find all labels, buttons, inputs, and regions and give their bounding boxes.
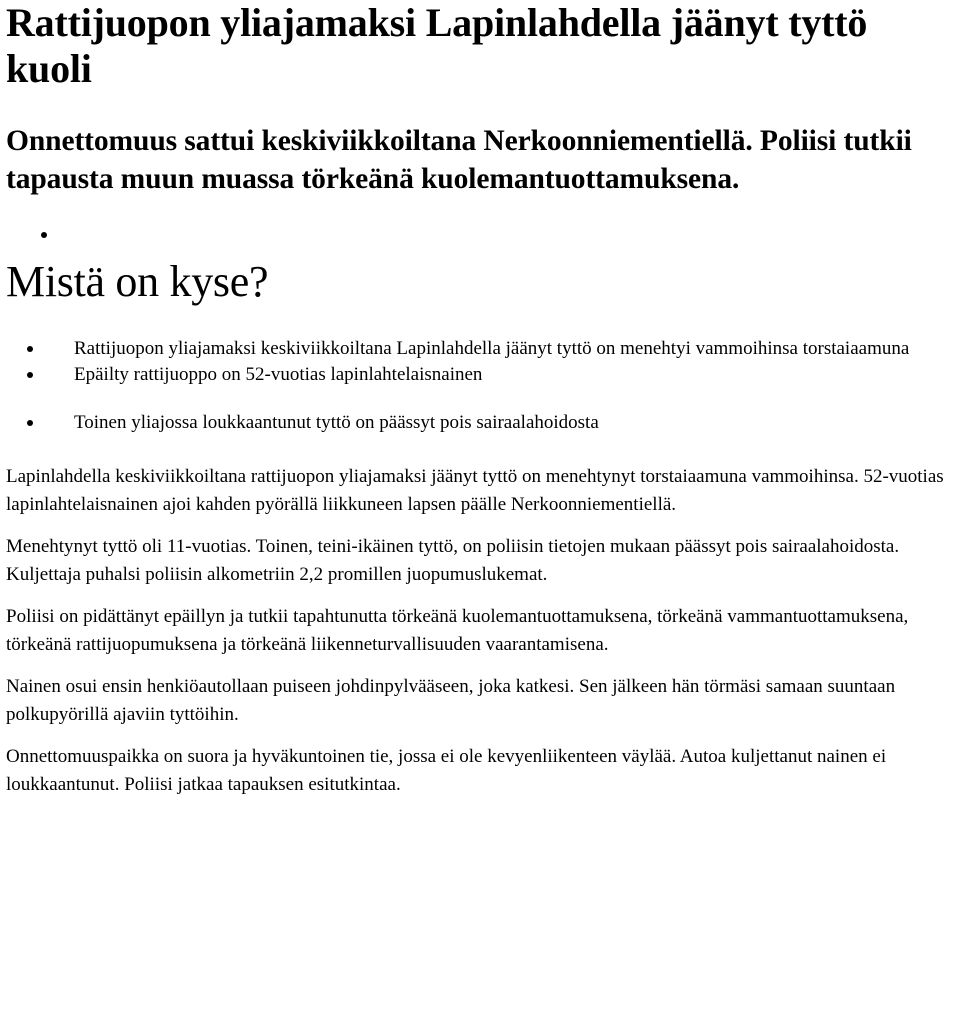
article-lead: Onnettomuus sattui keskiviikkoiltana Nerkoonniementiellä. Poliisi tutkii tapausta muun muassa törkeänä kuolemantuottamuksena.	[6, 125, 912, 195]
summary-list	[6, 336, 952, 436]
article-body	[6, 463, 952, 798]
empty-bullet-list	[6, 220, 952, 250]
article	[6, 0, 952, 798]
body-paragraph: Onnettomuuspaikka on suora ja hyväkuntoinen tie, jossa ei ole kevyenliikenteen väylää. Autoa kuljettanut nainen ei loukkaantunut. Poliisi jatkaa tapauksen esitutkintaa.	[6, 746, 887, 795]
body-paragraph: Lapinlahdella keskiviikkoiltana rattijuopon yliajamaksi jäänyt tyttö on menehtynyt torstaiaamuna vammoihinsa. 52-vuotias lapinlahtelaisnainen ajoi kahden pyörällä liikkuneen lapsen päälle Nerkoonniementiellä.	[6, 466, 944, 515]
summary-item: Epäilty rattijuoppo on 52-vuotias lapinlahtelaisnainen	[6, 362, 952, 388]
section-heading: Mistä on kyse?	[6, 257, 269, 306]
body-paragraph: Nainen osui ensin henkiöautollaan puiseen johdinpylvääseen, joka katkesi. Sen jälkeen hän törmäsi samaan suuntaan polkupyörillä ajaviin tyttöihin.	[6, 676, 896, 725]
article-headline: Rattijuopon yliajamaksi Lapinlahdella jäänyt tyttö kuoli	[6, 0, 868, 91]
summary-item: Rattijuopon yliajamaksi keskiviikkoiltana Lapinlahdella jäänyt tyttö on menehtyi vammoihinsa torstaiaamuna	[6, 336, 952, 362]
body-paragraph: Poliisi on pidättänyt epäillyn ja tutkii tapahtunutta törkeänä kuolemantuottamuksena, törkeänä vammantuottamuksena, törkeänä rattijuopumuksena ja törkeänä liikenneturvallisuuden vaarantamisena.	[6, 606, 909, 655]
body-paragraph: Menehtynyt tyttö oli 11-vuotias. Toinen, teini-ikäinen tyttö, on poliisin tietojen mukaan päässyt pois sairaalahoidosta. Kuljettaja puhalsi poliisin alkometriin 2,2 promillen juopumuslukemat.	[6, 536, 900, 585]
summary-item: Toinen yliajossa loukkaantunut tyttö on päässyt pois sairaalahoidosta	[6, 410, 952, 436]
bullet-icon	[41, 232, 47, 238]
